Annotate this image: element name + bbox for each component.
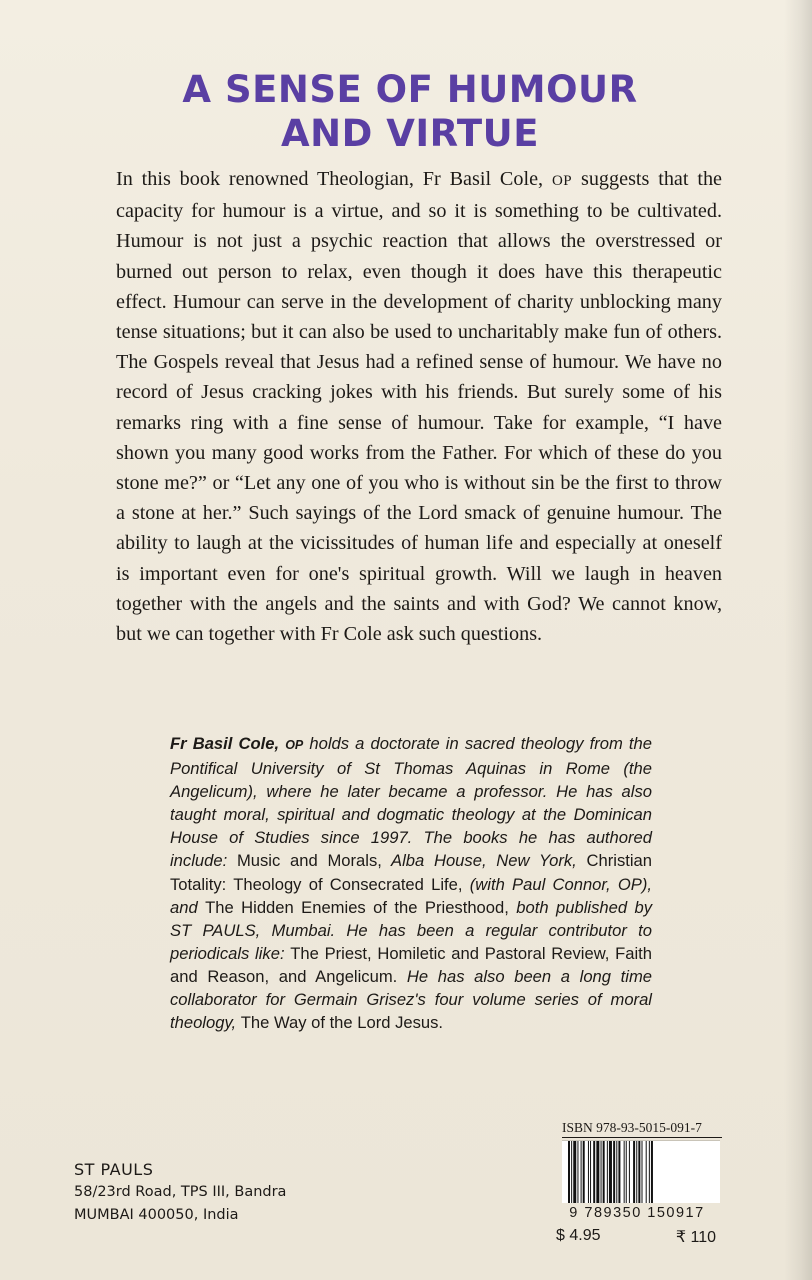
- book-description: [116, 164, 722, 649]
- spine-edge-shadow: [784, 0, 812, 1280]
- book-title-music-and-morals: Music and Morals,: [236, 851, 382, 871]
- bio-text-3: (with Paul Connor, OP), and: [170, 874, 652, 917]
- author-bio: [170, 732, 652, 1034]
- description-text-rest: suggests that the capacity for humour is a virtue, and so it is something to be cultivated. Humour is not just a psychic reaction that allows the overstressed or burned out person to relax, even though it does have this therapeutic effect. Humour can serve in the development of charity unblocking many tense situations; but it can also be used to uncharitably make fun of others. The Gospels reveal that Jesus had a refined sense of humour. We have no record of Jesus cracking jokes with his friends. But surely some of his remarks ring with a fine sense of humour. Take for example, “I have shown you many good works from the Father. For which of these do you stone me?” or “Let any one of you who is without sin be the first to throw a stone at her.” Such sayings of the Lord smack of genuine humour. The ability to laugh at the vicissitudes of human life and especially at oneself is important even for one's spiritual growth. Will we laugh in heaven together with the angels and the saints and with God? We cannot know, but we can together with Fr Cole ask such questions.: [116, 168, 723, 646]
- bio-text-4: both published by ST PAULS, Mumbai. He has been a regular contributor to periodicals like:: [170, 897, 653, 963]
- isbn-label: ISBN 978-93-5015-091-7: [562, 1120, 722, 1138]
- book-title-way-of-the-lord: The Way of the Lord Jesus.: [240, 1013, 444, 1033]
- book-title-line-1: A SENSE OF HUMOUR: [182, 68, 638, 111]
- author-name: Fr Basil Cole,: [170, 734, 280, 753]
- publisher-name: ST PAULS: [74, 1160, 154, 1179]
- barcode-bars: [562, 1141, 720, 1203]
- price-usd: $ 4.95: [556, 1227, 601, 1244]
- book-title-hidden-enemies: The Hidden Enemies of the Priesthood,: [205, 897, 509, 917]
- bio-text-5: He has also been a long time collaborator for Germain Grisez's four volume series of moral theology,: [170, 966, 652, 1033]
- price-inr: ₹ 110: [675, 1229, 716, 1246]
- bio-text-2: Alba House, New York,: [381, 851, 587, 871]
- barcode-digits: 9 789350 150917: [569, 1205, 705, 1221]
- publisher-address-line-2: MUMBAI 400050, India: [74, 1207, 239, 1223]
- barcode: [562, 1140, 720, 1203]
- publisher-address-line-1: 58/23rd Road, TPS III, Bandra: [74, 1184, 287, 1200]
- book-title-christian-totality: Christian Totality: Theology of Consecrated Life,: [170, 851, 652, 894]
- periodicals-list: The Priest, Homiletic and Pastoral Review, Faith and Reason, and Angelicum.: [170, 943, 652, 986]
- book-title: [150, 68, 670, 156]
- bio-text-1: holds a doctorate in sacred theology from the Pontifical University of St Thomas Aquinas in Rome (the Angelicum), where he later became a professor. He has also taught moral, spiritual and dogmatic theology at the Dominican House of Studies since 1997. The books he has authored include:: [170, 734, 652, 871]
- author-op-abbrev: OP: [285, 738, 304, 752]
- description-op-abbrev: OP: [551, 173, 573, 189]
- book-title-line-2: AND VIRTUE: [281, 112, 539, 155]
- publisher-block: [74, 1158, 286, 1227]
- description-text-start: In this book renowned Theologian, Fr Basil Cole,: [116, 168, 552, 190]
